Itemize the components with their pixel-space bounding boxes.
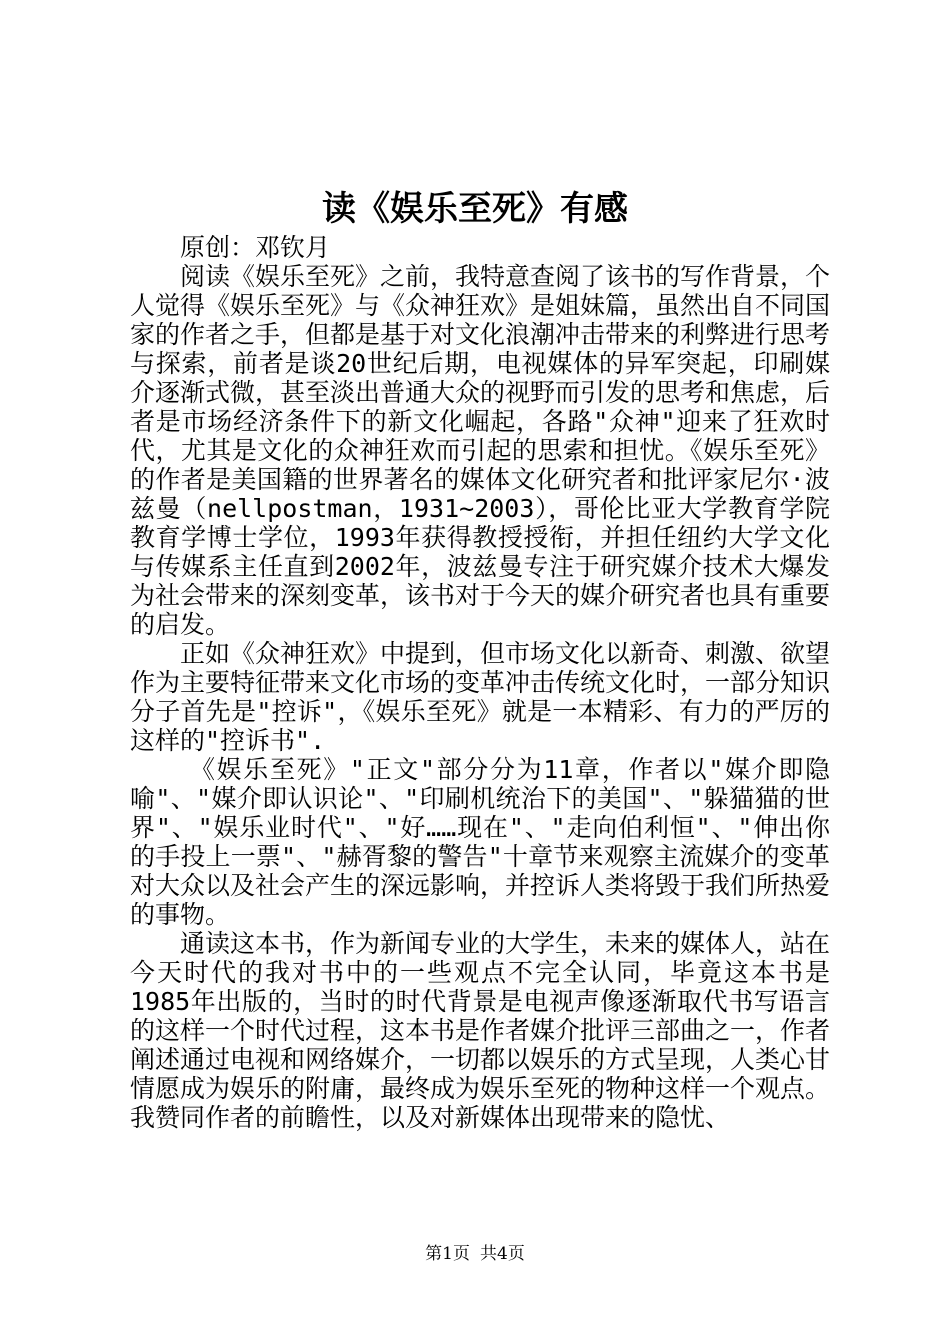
document-body [130, 233, 830, 1132]
paragraph-2: 正如《众神狂欢》中提到，但市场文化以新奇、刺激、欲望作为主要特征带来文化市场的变革冲击传统文化时，一部分知识分子首先是"控诉"，《娱乐至死》就是一本精彩、有力的严厉的这样的"控诉书". [130, 639, 831, 755]
author-line: 原创：邓钦月 [180, 233, 331, 262]
page-footer [0, 1243, 950, 1265]
paragraph-1: 阅读《娱乐至死》之前，我特意查阅了该书的写作背景，个人觉得《娱乐至死》与《众神狂欢》是姐妹篇，虽然出自不同国家的作者之手，但都是基于对文化浪潮冲击带来的利弊进行思考与探索，前者是谈20世纪后期，电视媒体的异军突起，印刷媒介逐渐式微，甚至淡出普通大众的视野而引发的思考和焦虑，后者是市场经济条件下的新文化崛起，各路"众神"迎来了狂欢时代，尤其是文化的众神狂欢而引起的思索和担忧。《娱乐至死》的作者是美国籍的世界著名的媒体文化研究者和批评家尼尔·波兹曼（nellpostman，1931~2003），哥伦比亚大学教育学院教育学博士学位，1993年获得教授授衔，并担任纽约大学文化与传媒系主任直到2002年，波兹曼专注于研究媒介技术大爆发为社会带来的深刻变革，该书对于今天的媒介研究者也具有重要的启发。 [130, 262, 831, 639]
page-number: 第1页 [425, 1244, 470, 1264]
paragraph-3: 《娱乐至死》"正文"部分分为11章，作者以"媒介即隐喻"、"媒介即认识论"、"印刷机统治下的美国"、"躲猫猫的世界"、"娱乐业时代"、"好……现在"、"走向伯利恒"、"伸出你的手投上一票"、"赫胥黎的警告"十章节来观察主流媒介的变革对大众以及社会产生的深远影响，并控诉人类将毁于我们所热爱的事物。 [130, 755, 831, 929]
document-title: 读《娱乐至死》有感 [322, 189, 628, 229]
paragraph-4: 通读这本书，作为新闻专业的大学生，未来的媒体人，站在今天时代的我对书中的一些观点不完全认同，毕竟这本书是1985年出版的，当时的时代背景是电视声像逐渐取代书写语言的这样一个时代过程，这本书是作者媒介批评三部曲之一，作者阐述通过电视和网络媒介，一切都以娱乐的方式呈现，人类心甘情愿成为娱乐的附庸，最终成为娱乐至死的物种这样一个观点。我赞同作者的前瞻性，以及对新媒体出现带来的隐忧、 [130, 929, 831, 1132]
page-total: 共4页 [480, 1244, 525, 1264]
